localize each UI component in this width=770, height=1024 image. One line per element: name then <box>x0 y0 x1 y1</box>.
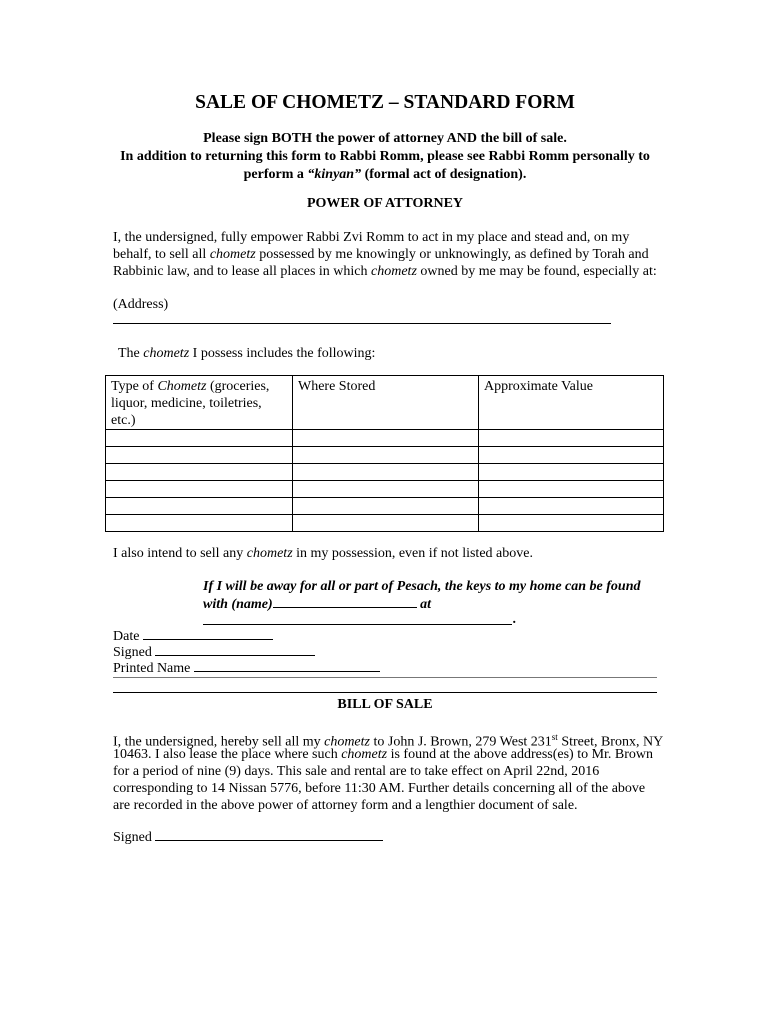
poa-paragraph-line-1: I, the undersigned, fully empower Rabbi Zvi Romm to act in my place and stead and, on my <box>113 230 630 245</box>
keys-note-line-1: If I will be away for all or part of Pesach, the keys to my home can be found <box>203 579 641 594</box>
address-input-line[interactable] <box>113 323 611 324</box>
table-cell[interactable] <box>479 447 664 464</box>
date-input-line[interactable] <box>143 627 273 640</box>
table-cell[interactable] <box>479 481 664 498</box>
table-row[interactable] <box>106 447 664 464</box>
table-cell[interactable] <box>479 498 664 515</box>
section-divider <box>113 692 657 693</box>
table-cell[interactable] <box>106 447 293 464</box>
keys-location-line[interactable] <box>203 624 512 625</box>
kinyan-term: “kinyan” <box>307 167 362 182</box>
date-field: Date <box>113 627 273 645</box>
poa-heading: POWER OF ATTORNEY <box>306 196 464 211</box>
table-cell[interactable] <box>293 464 479 481</box>
bill-signed-field: Signed <box>113 828 383 846</box>
bill-line-3: for a period of nine (9) days. This sale and rental are to take effect on April 22nd, 2016 <box>113 764 600 779</box>
table-cell[interactable] <box>293 481 479 498</box>
table-cell[interactable] <box>106 515 293 532</box>
table-cell[interactable] <box>106 498 293 515</box>
section-divider-thin <box>113 677 657 678</box>
printed-name-field: Printed Name <box>113 659 380 677</box>
bill-line-4: corresponding to 14 Nissan 5776, before 11:30 AM. Further details concerning all of the above <box>113 781 646 796</box>
table-header-row <box>106 376 664 430</box>
col-header-type: Type of Chometz (groceries, liquor, medicine, toiletries, etc.) <box>106 376 293 430</box>
table-cell[interactable] <box>479 464 664 481</box>
keys-period: . <box>513 612 517 627</box>
table-cell[interactable] <box>479 515 664 532</box>
poa-paragraph-line-3: Rabbinic law, and to lease all places in which chometz owned by me may be found, especially at: <box>113 264 657 279</box>
table-cell[interactable] <box>106 430 293 447</box>
instruction-line-2: In addition to returning this form to Rabbi Romm, please see Rabbi Romm personally to <box>120 149 650 164</box>
poa-paragraph-line-2: behalf, to sell all chometz possessed by me knowingly or unknowingly, as defined by Torah and <box>113 247 649 262</box>
instruction-line-3: perform a “kinyan” (formal act of designation). <box>243 167 527 182</box>
table-cell[interactable] <box>106 481 293 498</box>
table-cell[interactable] <box>293 430 479 447</box>
keys-holder-name-line[interactable] <box>273 595 417 608</box>
table-cell[interactable] <box>479 430 664 447</box>
table-cell[interactable] <box>293 498 479 515</box>
possess-statement: The chometz I possess includes the following: <box>118 346 376 361</box>
table-row[interactable] <box>106 464 664 481</box>
address-label: (Address) <box>113 297 169 312</box>
table-row[interactable] <box>106 498 664 515</box>
table-row[interactable] <box>106 430 664 447</box>
col-header-approx-value: Approximate Value <box>479 376 664 430</box>
table-row[interactable] <box>106 515 664 532</box>
signed-field: Signed <box>113 643 315 661</box>
bill-line-1: I, the undersigned, hereby sell all my chometz to John J. Brown, 279 West 231st Street, Bronx, NY <box>113 732 664 750</box>
chometz-table <box>105 375 664 532</box>
signature-input-line[interactable] <box>155 643 315 656</box>
also-sell-statement: I also intend to sell any chometz in my possession, even if not listed above. <box>113 546 533 561</box>
bill-line-2: 10463. I also lease the place where such chometz is found at the above address(es) to Mr. Brown <box>113 747 654 762</box>
bill-of-sale-heading: BILL OF SALE <box>337 697 433 712</box>
printed-name-input-line[interactable] <box>194 659 380 672</box>
table-cell[interactable] <box>106 464 293 481</box>
instruction-line-1: Please sign BOTH the power of attorney AND the bill of sale. <box>203 131 567 146</box>
col-header-where-stored: Where Stored <box>293 376 479 430</box>
table-row[interactable] <box>106 481 664 498</box>
table-cell[interactable] <box>293 447 479 464</box>
keys-note-line-2: with (name) at <box>203 597 432 612</box>
page-title: SALE OF CHOMETZ – STANDARD FORM <box>195 92 575 113</box>
table-cell[interactable] <box>293 515 479 532</box>
bill-line-5: are recorded in the above power of attorney form and a lengthier document of sale. <box>113 798 578 813</box>
bill-signature-input-line[interactable] <box>155 828 383 841</box>
